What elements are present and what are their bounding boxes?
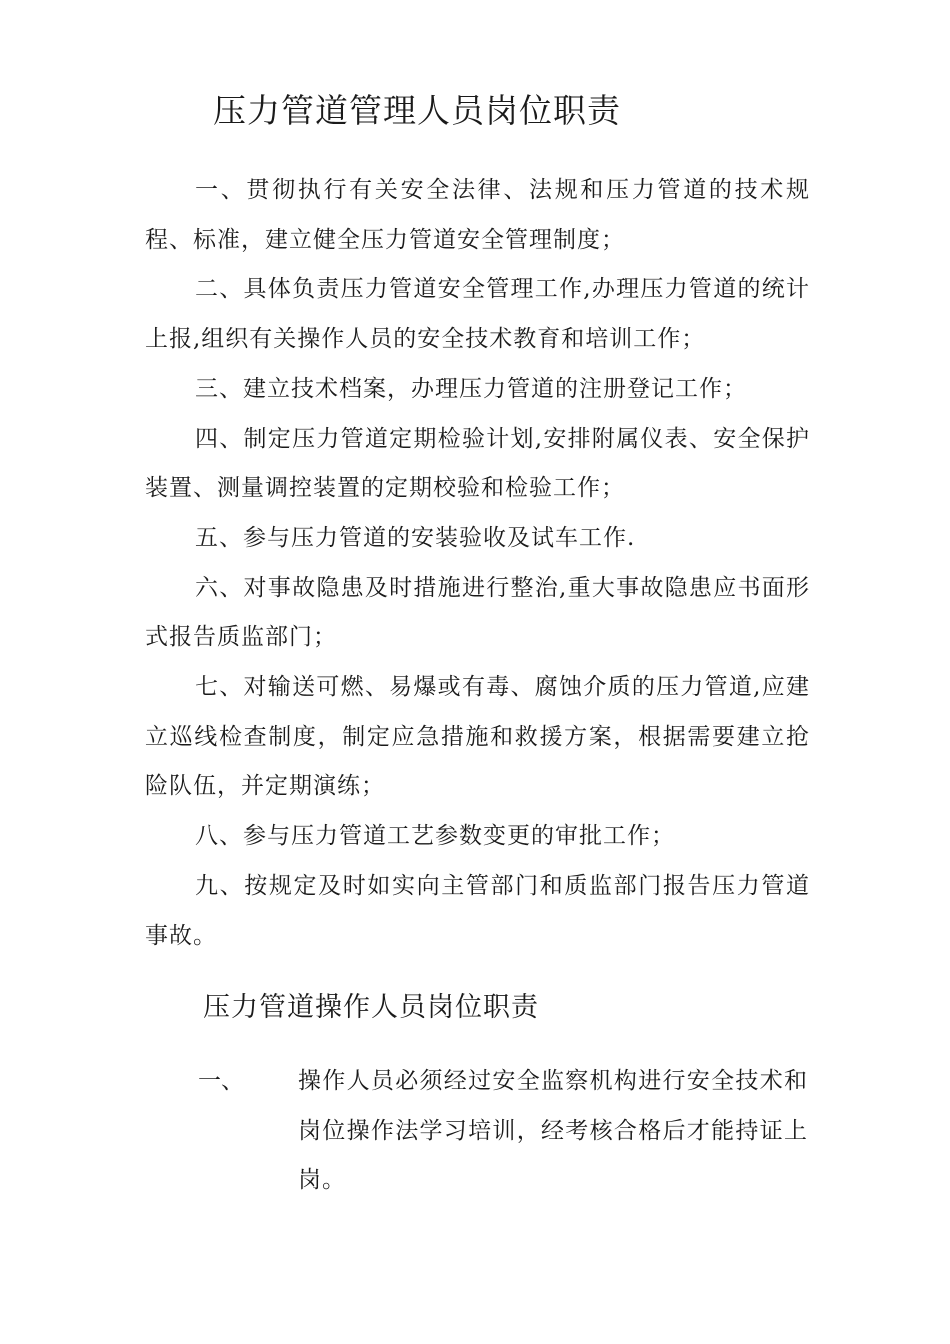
duty-paragraph-3: 三、建立技术档案，办理压力管道的注册登记工作； (195, 375, 747, 402)
duty-paragraph-5: 五、参与压力管道的安装验收及试车工作. (195, 524, 636, 551)
duty-paragraph-1: 一、贯彻执行有关安全法律、法规和压力管道的技术规程、标准，建立健全压力管道安全管理制度； (145, 177, 810, 253)
section-title: 压力管道操作人员岗位职责 (203, 992, 539, 1023)
duty-paragraph-4: 四、制定压力管道定期检验计划,安排附属仪表、安全保护装置、测量调控装置的定期校验和检验工作； (145, 425, 810, 502)
duty-paragraph-7: 七、对输送可燃、易爆或有毒、腐蚀介质的压力管道,应建立巡线检查制度，制定应急措施和救援方案，根据需要建立抢险队伍，并定期演练； (145, 674, 810, 800)
document-title: 压力管道管理人员岗位职责 (213, 91, 621, 130)
duty-paragraph-2: 二、具体负责压力管道安全管理工作,办理压力管道的统计上报,组织有关操作人员的安全技术教育和培训工作； (145, 276, 810, 353)
duties-list (145, 166, 810, 961)
duty-paragraph-6: 六、对事故隐患及时措施进行整治,重大事故隐患应书面形式报告质监部门； (145, 574, 810, 651)
item-text: 操作人员必须经过安全监察机构进行安全技术和岗位操作法学习培训，经考核合格后才能持证上岗。 (298, 1068, 808, 1194)
item-number: 一、 (198, 1068, 244, 1094)
duty-paragraph-8: 八、参与压力管道工艺参数变更的审批工作； (195, 823, 675, 850)
duty-paragraph-9: 九、按规定及时如实向主管部门和质监部门报告压力管道事故。 (145, 872, 810, 949)
